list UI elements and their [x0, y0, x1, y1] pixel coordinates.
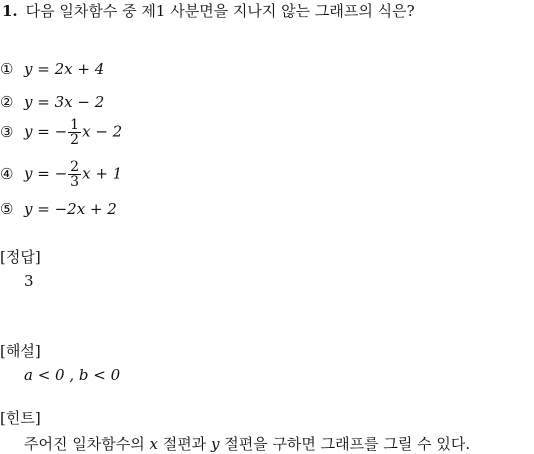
option-3-sign: − — [54, 122, 68, 141]
option-4-expr: x + 1 — [82, 164, 123, 183]
option-3-numerator: 1 — [70, 117, 80, 133]
option-5[interactable] — [0, 200, 117, 218]
explanation-text: a < 0 , b < 0 — [24, 366, 121, 384]
option-2-expr: 3x − 2 — [54, 93, 105, 111]
hint-text-part-3: 절편을 구하면 그래프를 그릴 수 있다. — [219, 435, 471, 453]
option-1-marker: ① — [0, 60, 14, 78]
option-2[interactable] — [0, 93, 104, 111]
question-heading — [2, 0, 415, 21]
answer-value: 3 — [24, 272, 34, 290]
hint-text-part-1: 주어진 일차함수의 — [24, 435, 150, 453]
option-3-marker: ③ — [0, 122, 14, 141]
hint-text-part-2: 절편과 — [157, 435, 211, 453]
hint-var-x: x — [149, 435, 158, 453]
question-number: 1. — [2, 2, 18, 20]
option-4-numerator: 2 — [70, 159, 80, 175]
option-1[interactable] — [0, 60, 104, 78]
explanation-label: [해설] — [0, 342, 41, 360]
question-text: 다음 일차함수 중 제1 사분면을 지나지 않는 그래프의 식은? — [25, 2, 415, 20]
option-1-lhs: y = — [24, 60, 55, 78]
option-2-lhs: y = — [24, 93, 55, 111]
option-3-lhs: y = — [24, 122, 55, 141]
option-5-expr: −2x + 2 — [54, 200, 117, 218]
hint-text — [24, 433, 470, 454]
option-2-marker: ② — [0, 93, 14, 111]
option-5-lhs: y = — [24, 200, 55, 218]
option-4-marker: ④ — [0, 164, 14, 183]
answer-label: [정답] — [0, 248, 41, 266]
option-3[interactable] — [0, 118, 122, 147]
option-4[interactable] — [0, 160, 122, 189]
option-3-fraction — [68, 118, 81, 147]
option-3-denominator: 2 — [70, 132, 80, 148]
hint-label: [힌트] — [0, 409, 41, 427]
option-4-lhs: y = — [24, 164, 55, 183]
option-1-expr: 2x + 4 — [54, 60, 105, 78]
hint-var-y: y — [210, 435, 220, 453]
option-4-denominator: 3 — [70, 174, 80, 190]
option-4-sign: − — [54, 164, 68, 183]
option-4-fraction — [68, 160, 81, 189]
option-5-marker: ⑤ — [0, 200, 14, 218]
option-3-expr: x − 2 — [82, 122, 123, 141]
